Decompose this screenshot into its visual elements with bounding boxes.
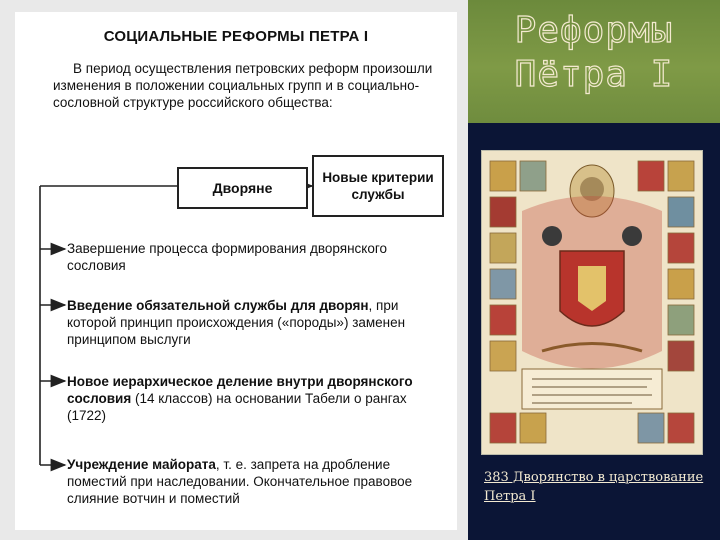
reform-item-bold: Новое иерархическое деление внутри дворянского сословия	[67, 374, 413, 406]
coats-of-arms-image	[481, 150, 703, 455]
reform-item-bold: Учреждение майората	[67, 457, 216, 472]
document-intro: В период осуществления петровских реформ произошли изменения в положении социальных групп и в социально-сословной структуре российского общества:	[53, 61, 433, 110]
service-criteria-box: Новые критерии службы	[312, 155, 444, 217]
image-caption-link[interactable]: 383 Дворянство в царствование Петра I	[484, 470, 704, 504]
nobility-box: Дворяне	[177, 167, 308, 209]
document-page	[15, 12, 457, 530]
reform-item	[67, 456, 447, 507]
reform-item-text: , при которой принцип происхождения («породы») заменен принципом выслуги	[67, 298, 406, 347]
document-title: СОЦИАЛЬНЫЕ РЕФОРМЫ ПЕТРА I	[103, 28, 369, 45]
reform-item	[67, 297, 447, 348]
reform-item-text: Завершение процесса формирования дворянского сословия	[67, 241, 387, 273]
reform-item	[67, 240, 447, 274]
reform-item	[67, 373, 447, 424]
heraldry-illustration	[482, 151, 702, 454]
reform-item-text: , т. е. запрета на дробление поместий при наследовании. Окончательное правовое слияние вотчин и поместий	[67, 457, 413, 506]
reform-item-bold: Введение обязательной службы для дворян	[67, 298, 369, 313]
slide-panel	[468, 0, 720, 540]
slide-title-line2: Пётра I	[514, 54, 674, 95]
title-band	[468, 0, 720, 123]
slide-title-line1: Реформы	[514, 10, 674, 51]
reform-item-text: (14 классов) на основании Табели о рангах (1722)	[67, 391, 407, 423]
